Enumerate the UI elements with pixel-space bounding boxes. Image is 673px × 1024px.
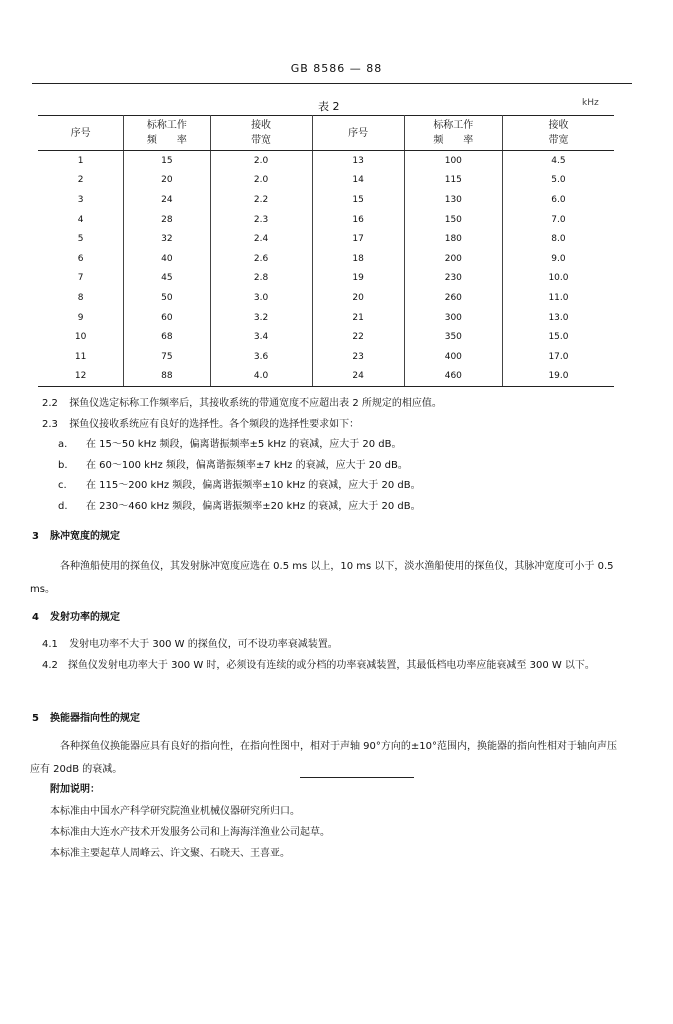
table-row [38,229,614,249]
header-bandwidth: 接收 带宽 [210,116,312,151]
freq-cell: 24 [124,190,210,210]
bandwidth-cell: 2.8 [210,269,312,289]
bandwidth-cell: 4.0 [210,367,312,387]
bandwidth-cell: 19.0 [502,367,614,387]
freq-cell: 200 [404,249,502,269]
freq-cell: 300 [404,308,502,328]
freq-cell: 28 [124,210,210,230]
list-item: a. 在 15～50 kHz 频段，偏离谐振频率±5 kHz 的衰减，应大于 20 dB。 [58,439,402,450]
notes-rule [300,777,414,778]
freq-cell: 45 [124,269,210,289]
seq-cell: 3 [38,190,124,210]
header-seq: 序号 [38,116,124,151]
section-4-heading: 4 发射功率的规定 [32,612,120,623]
freq-cell: 15 [124,151,210,171]
freq-cell: 40 [124,249,210,269]
freq-cell: 350 [404,327,502,347]
section-3-heading: 3 脉冲宽度的规定 [32,531,120,542]
freq-cell: 50 [124,288,210,308]
standard-code-header: GB 8586 — 88 [290,62,383,75]
seq-cell: 6 [38,249,124,269]
bandwidth-cell: 2.0 [210,171,312,191]
clause-4-2: 4.2 探鱼仪发射电功率大于 300 W 时，必须设有连续的或分档的功率衰减装置，其最低档电功率应能衰减至 300 W 以下。 [42,660,595,671]
note-line: 本标准由中国水产科学研究院渔业机械仪器研究所归口。 [50,806,300,817]
header-bandwidth: 接收 带宽 [502,116,614,151]
freq-cell: 68 [124,327,210,347]
note-line: 本标准主要起草人周峰云、许文聚、石晓天、王喜亚。 [50,848,290,859]
table-caption: 表 2 [318,100,340,113]
seq-cell: 2 [38,171,124,191]
clause-4-1: 4.1 发射电功率不大于 300 W 的探鱼仪，可不设功率衰减装置。 [42,639,338,650]
bandwidth-cell: 2.0 [210,151,312,171]
seq-cell: 9 [38,308,124,328]
table-row [38,308,614,328]
freq-cell: 460 [404,367,502,387]
freq-cell: 88 [124,367,210,387]
seq-cell: 12 [38,367,124,387]
freq-cell: 400 [404,347,502,367]
seq-cell: 8 [38,288,124,308]
seq-cell: 10 [38,327,124,347]
seq-cell: 22 [312,327,404,347]
list-item: b. 在 60～100 kHz 频段，偏离谐振频率±7 kHz 的衰减，应大于 20 dB。 [58,460,408,471]
seq-cell: 19 [312,269,404,289]
freq-cell: 32 [124,229,210,249]
bandwidth-cell: 17.0 [548,351,569,362]
notes-title: 附加说明： [50,784,100,795]
header-freq: 标称工作 频 率 [404,116,502,151]
clause-2-3: 2.3 探鱼仪接收系统应有良好的选择性。各个频段的选择性要求如下： [42,419,360,430]
bandwidth-cell: 11.0 [548,292,569,303]
bandwidth-cell: 7.0 [551,214,566,225]
seq-cell: 5 [38,229,124,249]
seq-cell: 18 [312,249,404,269]
table-row [38,288,614,308]
seq-cell: 11 [38,347,124,367]
table-row [38,171,614,191]
seq-cell: 17 [312,229,404,249]
table-row [38,269,614,289]
bandwidth-cell: 2.3 [210,210,312,230]
table-header-row [38,116,614,151]
bandwidth-cell: 9.0 [551,253,566,264]
seq-cell: 13 [312,151,404,171]
header-freq: 标称工作 频 率 [124,116,210,151]
seq-cell: 23 [312,347,404,367]
seq-cell: 16 [312,210,404,230]
bandwidth-cell: 15.0 [548,332,569,343]
freq-cell: 180 [404,229,502,249]
seq-cell: 15 [312,190,404,210]
header-seq: 序号 [312,116,404,151]
bandwidth-cell: 3.4 [210,327,312,347]
table-row [38,151,614,171]
freq-cell: 75 [124,347,210,367]
list-item: c. 在 115～200 kHz 频段，偏离谐振频率±10 kHz 的衰减，应大于 20 dB。 [58,480,421,491]
seq-cell: 7 [38,269,124,289]
bandwidth-cell: 3.2 [210,308,312,328]
freq-cell: 60 [124,308,210,328]
table-row [38,347,614,367]
table-row [38,190,614,210]
section-3-paragraph: 各种渔船使用的探鱼仪，其发射脉冲宽度应选在 0.5 ms 以上，10 ms 以下，淡水渔船使用的探鱼仪，其脉冲宽度可小于 0.5 ms。 [30,561,614,595]
table-row [38,367,614,387]
freq-cell: 20 [124,171,210,191]
bandwidth-cell: 6.0 [551,194,566,205]
freq-cell: 130 [404,190,502,210]
bandwidth-cell: 2.6 [210,249,312,269]
section-5-paragraph: 各种探鱼仪换能器应具有良好的指向性，在指向性图中，相对于声轴 90°方向的±10°范围内，换能器的指向性相对于轴向声压应有 20dB 的衰减。 [30,741,618,775]
bandwidth-cell: 8.0 [551,234,566,245]
seq-cell: 24 [312,367,404,387]
seq-cell: 21 [312,308,404,328]
table-unit: kHz [582,98,599,108]
seq-cell: 20 [312,288,404,308]
seq-cell: 4 [38,210,124,230]
seq-cell: 14 [312,171,404,191]
bandwidth-cell: 10.0 [548,273,569,284]
table-row [38,210,614,230]
bandwidth-cell: 5.0 [551,175,566,186]
section-5-heading: 5 换能器指向性的规定 [32,713,140,724]
bandwidth-cell: 4.5 [551,155,566,166]
bandwidth-table [38,115,614,387]
note-line: 本标准由大连水产技术开发服务公司和上海海洋渔业公司起草。 [50,827,330,838]
freq-cell: 230 [404,269,502,289]
freq-cell: 260 [404,288,502,308]
freq-cell: 150 [404,210,502,230]
bandwidth-cell: 2.4 [210,229,312,249]
freq-cell: 115 [404,171,502,191]
clause-2-2: 2.2 探鱼仪选定标称工作频率后，其接收系统的带通宽度不应超出表 2 所规定的相应值。 [42,398,442,409]
bandwidth-cell: 2.2 [210,190,312,210]
header-rule [32,83,632,84]
list-item: d. 在 230～460 kHz 频段，偏离谐振频率±20 kHz 的衰减，应大于 20 dB。 [58,501,421,512]
bandwidth-cell: 3.0 [210,288,312,308]
table-row [38,327,614,347]
freq-cell: 100 [404,151,502,171]
bandwidth-cell: 3.6 [210,347,312,367]
table-row [38,249,614,269]
seq-cell: 1 [38,151,124,171]
bandwidth-cell: 13.0 [548,312,569,323]
